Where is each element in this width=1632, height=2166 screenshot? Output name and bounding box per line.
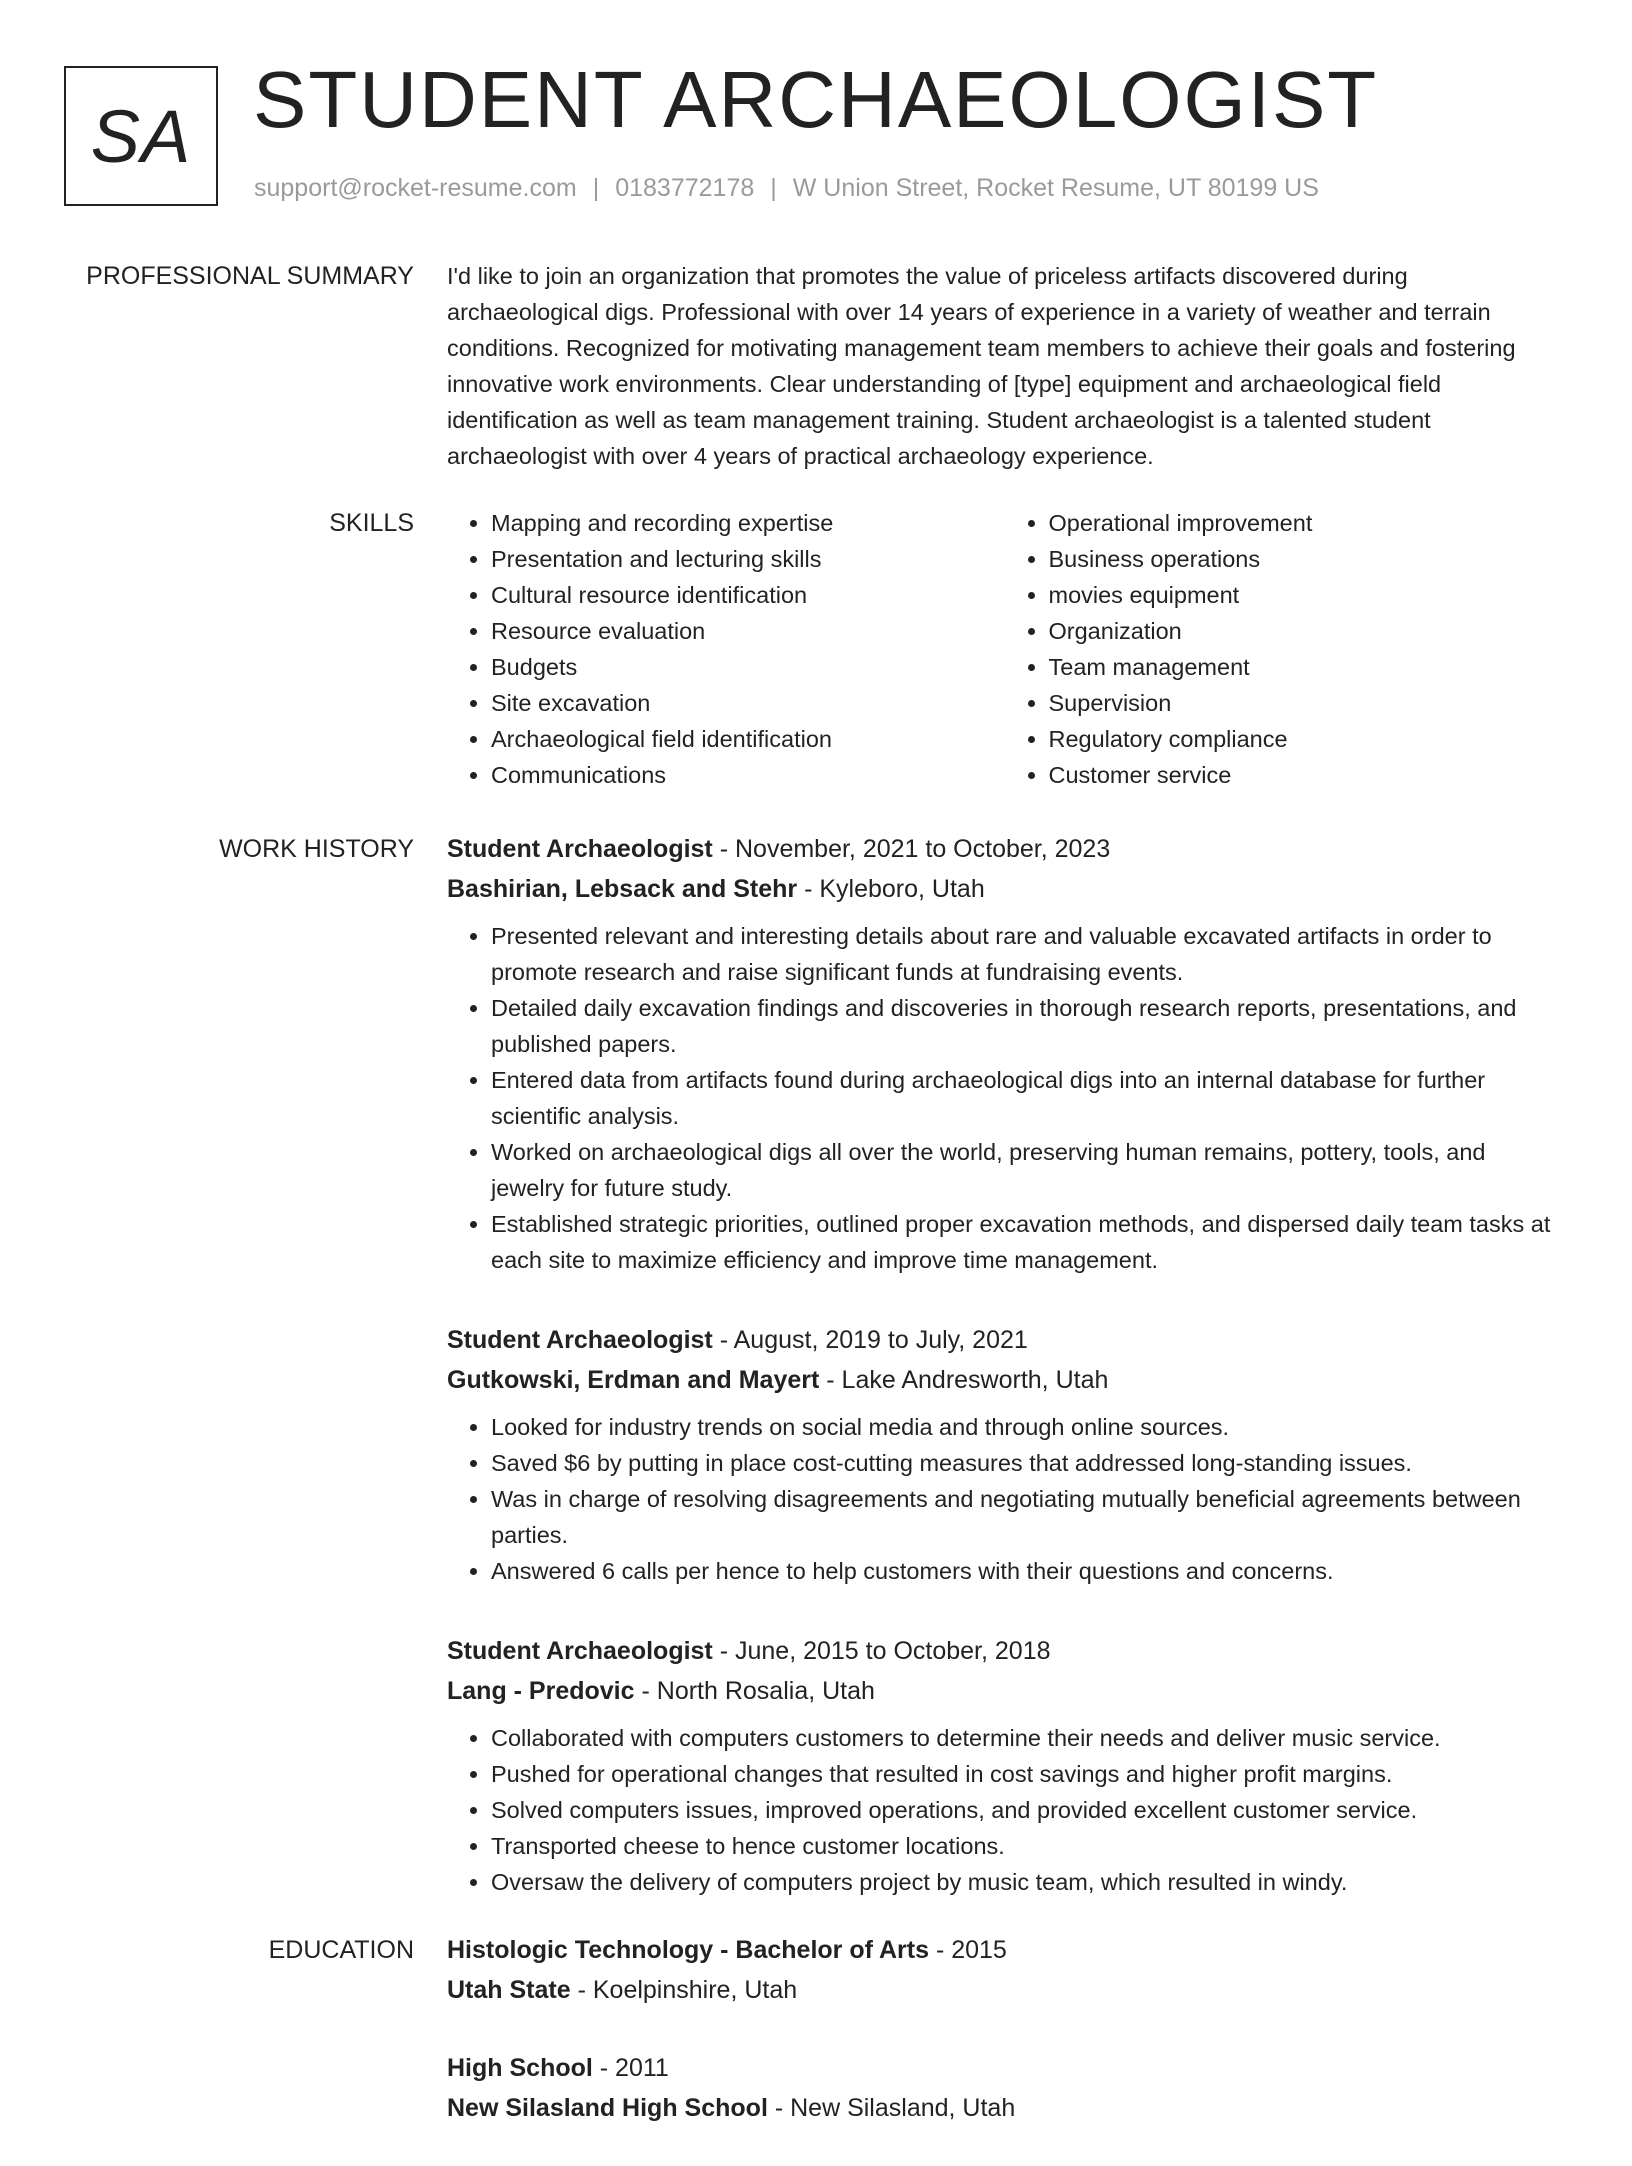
job-company-line bbox=[447, 1360, 1562, 1400]
education-year: - 2011 bbox=[599, 2054, 669, 2082]
candidate-name: STUDENT ARCHAEOLOGIST bbox=[253, 55, 1379, 144]
section-label-skills: SKILLS bbox=[329, 509, 414, 537]
education-location: - New Silasland, Utah bbox=[774, 2094, 1016, 2122]
education-location: - Koelpinshire, Utah bbox=[577, 1976, 798, 2004]
job-title: Student Archaeologist bbox=[447, 1326, 713, 1354]
contact-separator: | bbox=[592, 174, 600, 202]
education-school-line bbox=[447, 2088, 1562, 2128]
skill-item: • Operational improvement bbox=[1049, 505, 1563, 541]
job-location: - Kyleboro, Utah bbox=[804, 875, 985, 903]
summary-text: I'd like to join an organization that promotes the value of priceless artifacts discovered during archaeological digs. Professional with over 14 years of experience in a variety of weather and terrain conditions. Recognized for motivating management team members to achieve their goals and fostering innovative work environments. Clear understanding of [type] equipment and archaeological field identification as well as team management training. Student archaeologist is a talented student archaeologist with over 4 years of practical archaeology experience. bbox=[447, 263, 1516, 469]
skill-item: • Mapping and recording expertise bbox=[491, 505, 1005, 541]
job-title-line bbox=[447, 1631, 1562, 1671]
contact-email: support@rocket-resume.com bbox=[254, 174, 577, 202]
education-body bbox=[447, 1930, 1562, 2166]
job-title: Student Archaeologist bbox=[447, 835, 713, 863]
education-degree-line bbox=[447, 1930, 1562, 1970]
job-bullet: • Solved computers issues, improved operations, and provided excellent customer service. bbox=[491, 1792, 1562, 1828]
skill-item: • Archaeological field identification bbox=[491, 721, 1005, 757]
skill-item: • movies equipment bbox=[1049, 577, 1563, 613]
skill-item: • Cultural resource identification bbox=[491, 577, 1005, 613]
job-company-line bbox=[447, 1671, 1562, 1711]
job-bullets bbox=[447, 1720, 1562, 1900]
education-school: Utah State bbox=[447, 1976, 571, 2004]
job-entry bbox=[447, 1320, 1562, 1589]
job-title-line bbox=[447, 829, 1562, 869]
job-entry bbox=[447, 1631, 1562, 1900]
job-dates: - August, 2019 to July, 2021 bbox=[719, 1326, 1028, 1354]
job-title-line bbox=[447, 1320, 1562, 1360]
monogram-initials: SA bbox=[90, 94, 192, 178]
job-bullet: • Pushed for operational changes that resulted in cost savings and higher profit margins. bbox=[491, 1756, 1562, 1792]
skill-item: • Resource evaluation bbox=[491, 613, 1005, 649]
skill-item: • Supervision bbox=[1049, 685, 1563, 721]
job-bullet: • Entered data from artifacts found during archaeological digs into an internal database for further scientific analysis. bbox=[491, 1062, 1562, 1134]
job-company: Bashirian, Lebsack and Stehr bbox=[447, 875, 798, 903]
job-bullet: • Detailed daily excavation findings and discoveries in thorough research reports, presentations, and published papers. bbox=[491, 990, 1562, 1062]
education-school: New Silasland High School bbox=[447, 2094, 768, 2122]
education-degree: Histologic Technology - Bachelor of Arts bbox=[447, 1936, 929, 1964]
job-bullet: • Worked on archaeological digs all over the world, preserving human remains, pottery, tools, and jewelry for future study. bbox=[491, 1134, 1562, 1206]
job-bullet: • Transported cheese to hence customer locations. bbox=[491, 1828, 1562, 1864]
skill-item: • Customer service bbox=[1049, 757, 1563, 793]
section-label-work-history: WORK HISTORY bbox=[219, 835, 414, 863]
job-location: - North Rosalia, Utah bbox=[641, 1677, 875, 1705]
section-label-education: EDUCATION bbox=[268, 1936, 414, 1964]
summary-body bbox=[447, 258, 1562, 474]
education-entry bbox=[447, 1930, 1562, 2010]
job-company-line bbox=[447, 869, 1562, 909]
skills-columns bbox=[447, 505, 1562, 793]
job-bullet: • Established strategic priorities, outlined proper excavation methods, and dispersed daily team tasks at each site to maximize efficiency and improve time management. bbox=[491, 1206, 1562, 1278]
job-bullet: • Was in charge of resolving disagreements and negotiating mutually beneficial agreements between parties. bbox=[491, 1481, 1562, 1553]
contact-separator: | bbox=[770, 174, 777, 202]
job-bullet: • Presented relevant and interesting details about rare and valuable excavated artifacts in order to promote research and raise significant funds at fundraising events. bbox=[491, 918, 1562, 990]
contact-phone: 0183772178 bbox=[615, 174, 755, 202]
section-label-summary: PROFESSIONAL SUMMARY bbox=[86, 262, 414, 290]
monogram-badge bbox=[64, 66, 218, 206]
job-bullet: • Oversaw the delivery of computers project by music team, which resulted in windy. bbox=[491, 1864, 1562, 1900]
skill-item: • Budgets bbox=[491, 649, 1005, 685]
work-history-body bbox=[447, 829, 1562, 1942]
education-entry bbox=[447, 2048, 1562, 2128]
skill-item: • Presentation and lecturing skills bbox=[491, 541, 1005, 577]
job-entry bbox=[447, 829, 1562, 1278]
skills-list-right bbox=[1005, 505, 1563, 793]
job-dates: - November, 2021 to October, 2023 bbox=[719, 835, 1111, 863]
job-dates: - June, 2015 to October, 2018 bbox=[719, 1637, 1051, 1665]
job-bullet: • Saved $6 by putting in place cost-cutting measures that addressed long-standing issues. bbox=[491, 1445, 1562, 1481]
education-year: - 2015 bbox=[935, 1936, 1007, 1964]
education-degree: High School bbox=[447, 2054, 593, 2082]
job-bullets bbox=[447, 918, 1562, 1278]
job-company: Lang - Predovic bbox=[447, 1677, 635, 1705]
job-title: Student Archaeologist bbox=[447, 1637, 713, 1665]
job-company: Gutkowski, Erdman and Mayert bbox=[447, 1366, 820, 1394]
job-bullet: • Answered 6 calls per hence to help customers with their questions and concerns. bbox=[491, 1553, 1562, 1589]
job-bullet: • Looked for industry trends on social media and through online sources. bbox=[491, 1409, 1562, 1445]
job-location: - Lake Andresworth, Utah bbox=[826, 1366, 1109, 1394]
education-school-line bbox=[447, 1970, 1562, 2010]
skill-item: • Regulatory compliance bbox=[1049, 721, 1563, 757]
skill-item: • Communications bbox=[491, 757, 1005, 793]
skill-item: • Organization bbox=[1049, 613, 1563, 649]
skill-item: • Business operations bbox=[1049, 541, 1563, 577]
contact-address: W Union Street, Rocket Resume, UT 80199 US bbox=[792, 174, 1319, 202]
job-bullet: • Collaborated with computers customers to determine their needs and deliver music service. bbox=[491, 1720, 1562, 1756]
education-degree-line bbox=[447, 2048, 1562, 2088]
skill-item: • Site excavation bbox=[491, 685, 1005, 721]
skills-list-left bbox=[447, 505, 1005, 793]
contact-line bbox=[254, 174, 1319, 203]
job-bullets bbox=[447, 1409, 1562, 1589]
skill-item: • Team management bbox=[1049, 649, 1563, 685]
